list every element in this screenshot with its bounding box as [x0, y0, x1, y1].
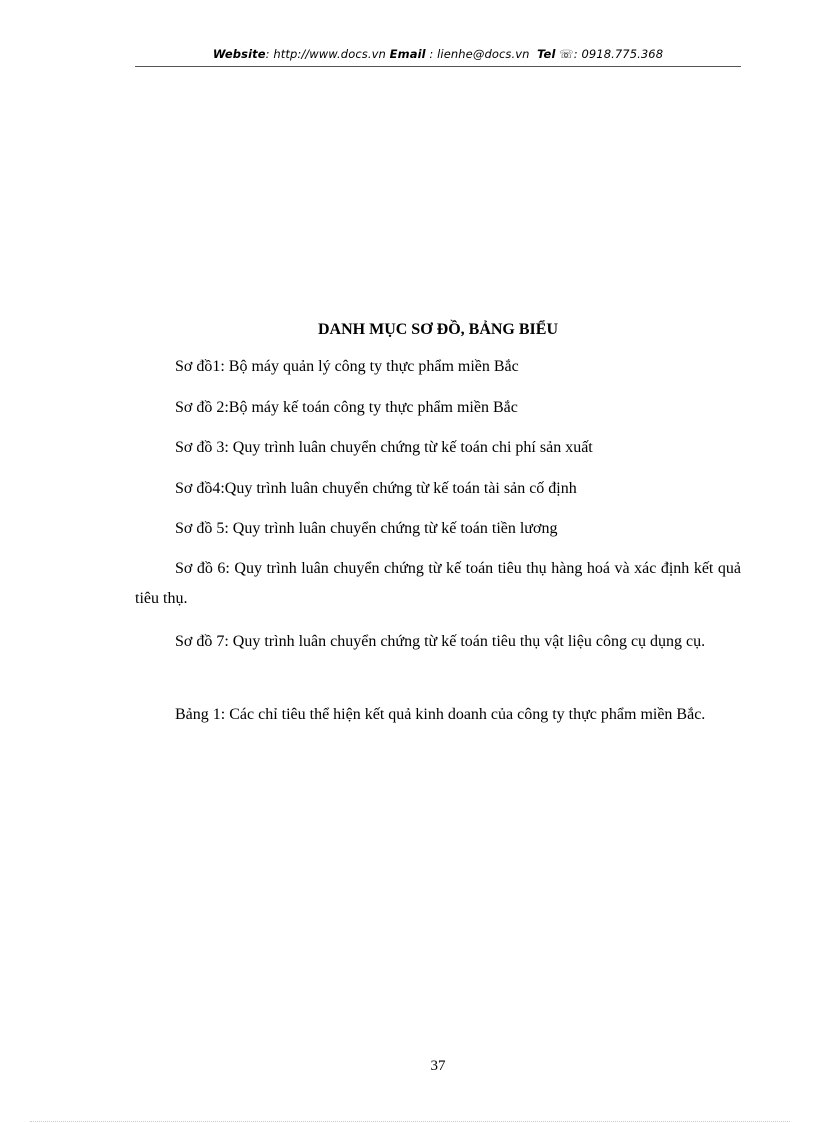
website-url[interactable]: : http://www.docs.vn	[265, 47, 386, 61]
list-item: Sơ đồ1: Bộ máy quản lý công ty thực phẩm miền Bắc	[175, 358, 519, 375]
website-label: Website	[212, 47, 266, 61]
phone-icon: ☏	[559, 47, 574, 61]
page-number: 37	[430, 1058, 446, 1074]
header-divider	[135, 66, 741, 67]
tel-label: Tel	[537, 47, 556, 61]
list-item: Sơ đồ 3: Quy trình luân chuyển chứng từ kế toán chi phí sản xuất	[175, 439, 593, 456]
page-header	[135, 47, 741, 61]
email-label: Email	[389, 47, 426, 61]
list-item: Sơ đồ4:Quy trình luân chuyển chứng từ kế toán tài sản cố định	[175, 480, 577, 497]
page-bottom-divider	[30, 1121, 790, 1122]
list-item: Sơ đồ 5: Quy trình luân chuyển chứng từ kế toán tiền lương	[175, 520, 558, 537]
list-item: Sơ đồ 7: Quy trình luân chuyển chứng từ kế toán tiêu thụ vật liệu công cụ dụng cụ.	[175, 633, 706, 650]
tel-number: : 0918.775.368	[573, 47, 664, 61]
email-address[interactable]: : lienhe@docs.vn	[425, 47, 530, 61]
list-item: Sơ đồ 6: Quy trình luân chuyển chứng từ kế toán tiêu thụ hàng hoá và xác định kết quả tiêu thụ.	[135, 560, 741, 607]
list-item: Bảng 1: Các chỉ tiêu thể hiện kết quả kinh doanh của công ty thực phẩm miền Bắc.	[175, 706, 706, 723]
page-title: DANH MỤC SƠ ĐỒ, BẢNG BIỂU	[317, 321, 558, 338]
list-item: Sơ đồ 2:Bộ máy kế toán công ty thực phẩm miền Bắc	[175, 399, 518, 416]
